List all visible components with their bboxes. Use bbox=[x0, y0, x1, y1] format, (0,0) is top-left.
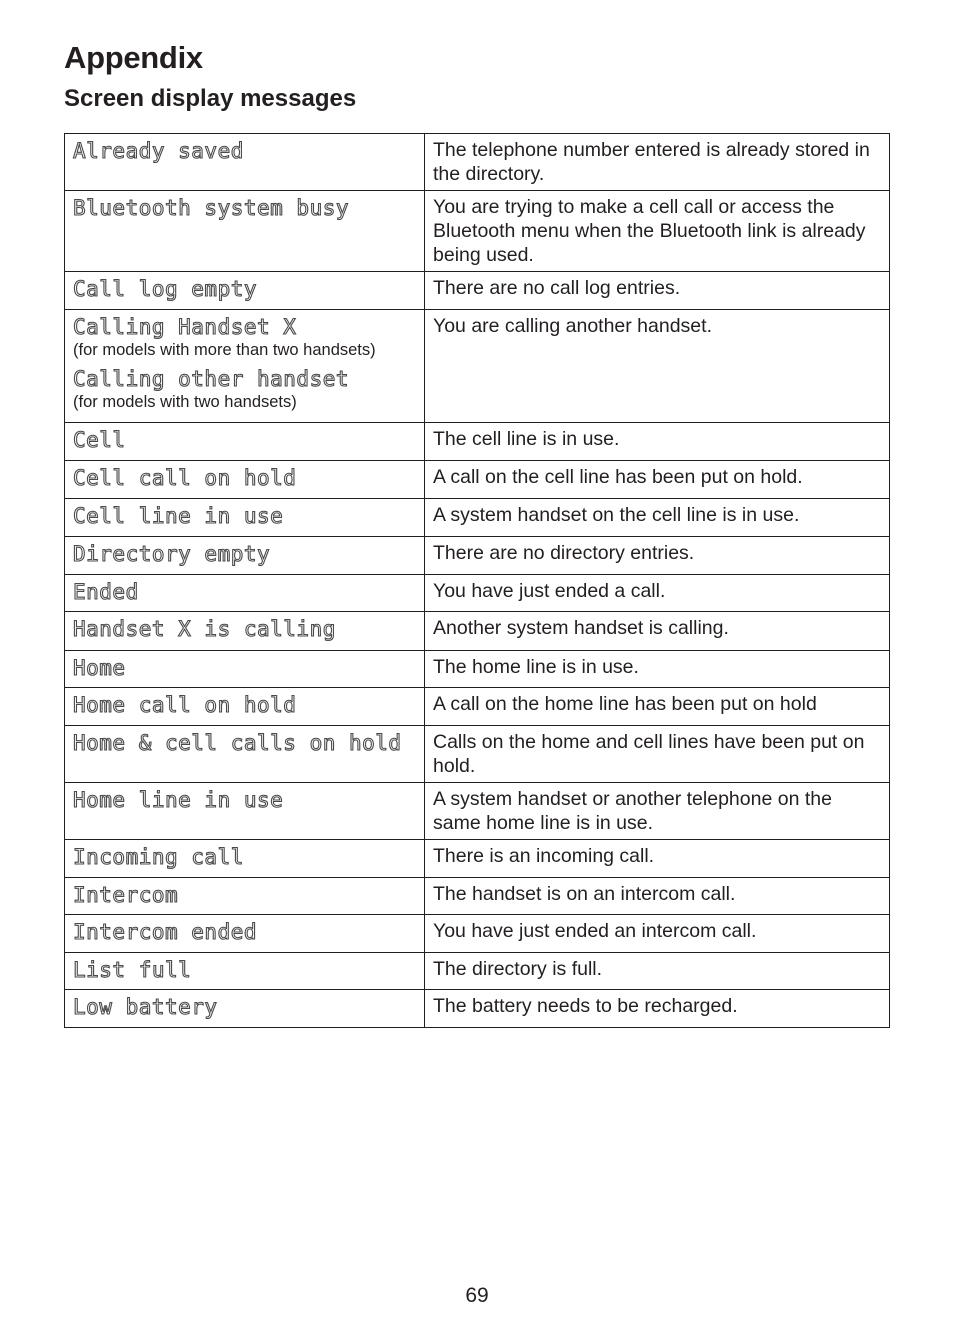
display-message-cell bbox=[65, 990, 425, 1028]
table-row bbox=[65, 726, 890, 783]
display-message-cell bbox=[65, 878, 425, 915]
message-meaning: There are no call log entries. bbox=[425, 272, 890, 310]
display-message-cell bbox=[65, 575, 425, 612]
lcd-message: Home call on hold bbox=[73, 693, 297, 717]
display-message-cell bbox=[65, 272, 425, 310]
message-meaning: You have just ended a call. bbox=[425, 575, 890, 612]
lcd-message: Home & cell calls on hold bbox=[73, 731, 402, 755]
table-row bbox=[65, 688, 890, 726]
lcd-message: Call log empty bbox=[73, 277, 258, 301]
table-row bbox=[65, 612, 890, 651]
lcd-message: Low battery bbox=[73, 995, 218, 1019]
display-message-cell bbox=[65, 840, 425, 878]
table-row bbox=[65, 575, 890, 612]
message-meaning: The home line is in use. bbox=[425, 651, 890, 688]
lcd-message: Handset X is calling bbox=[73, 617, 336, 641]
messages-table bbox=[64, 133, 890, 1028]
table-row bbox=[65, 840, 890, 878]
table-row bbox=[65, 461, 890, 499]
lcd-message: Home line in use bbox=[73, 788, 284, 812]
message-meaning: The handset is on an intercom call. bbox=[425, 878, 890, 915]
message-meaning: A call on the cell line has been put on hold. bbox=[425, 461, 890, 499]
lcd-message: Already saved bbox=[73, 139, 244, 163]
message-meaning: You are calling another handset. bbox=[425, 310, 890, 423]
message-meaning: The cell line is in use. bbox=[425, 423, 890, 461]
lcd-message: Intercom bbox=[73, 883, 179, 907]
message-meaning: You are trying to make a cell call or access the Bluetooth menu when the Bluetooth link is already being used. bbox=[425, 191, 890, 272]
display-message-cell bbox=[65, 953, 425, 990]
lcd-message: Cell call on hold bbox=[73, 466, 297, 490]
display-message-cell bbox=[65, 612, 425, 651]
messages-table-body bbox=[65, 134, 890, 1028]
lcd-message: Home bbox=[73, 656, 126, 680]
table-row bbox=[65, 134, 890, 191]
table-row bbox=[65, 915, 890, 953]
table-row bbox=[65, 953, 890, 990]
display-message-cell bbox=[65, 499, 425, 537]
message-meaning: There are no directory entries. bbox=[425, 537, 890, 575]
page-title: Appendix bbox=[64, 40, 203, 75]
table-row bbox=[65, 878, 890, 915]
page-number: 69 bbox=[465, 1284, 489, 1307]
table-row bbox=[65, 191, 890, 272]
lcd-message: List full bbox=[73, 958, 192, 982]
lcd-message: Cell line in use bbox=[73, 504, 284, 528]
table-row bbox=[65, 990, 890, 1028]
table-row bbox=[65, 651, 890, 688]
model-note: (for models with two handsets) bbox=[73, 393, 297, 411]
lcd-message: Cell bbox=[73, 428, 126, 452]
display-message-cell bbox=[65, 651, 425, 688]
table-row bbox=[65, 310, 890, 423]
lcd-message: Bluetooth system busy bbox=[73, 196, 350, 220]
message-meaning: You have just ended an intercom call. bbox=[425, 915, 890, 953]
message-meaning: A system handset or another telephone on the same home line is in use. bbox=[425, 783, 890, 840]
message-meaning: The battery needs to be recharged. bbox=[425, 990, 890, 1028]
lcd-message: Directory empty bbox=[73, 542, 271, 566]
display-message-cell bbox=[65, 134, 425, 191]
lcd-message: Ended bbox=[73, 580, 139, 604]
table-row bbox=[65, 783, 890, 840]
display-message-cell bbox=[65, 688, 425, 726]
message-meaning: A system handset on the cell line is in use. bbox=[425, 499, 890, 537]
lcd-message: Calling other handset bbox=[73, 367, 350, 391]
model-note: (for models with more than two handsets) bbox=[73, 341, 376, 359]
display-message-cell bbox=[65, 537, 425, 575]
display-message-cell bbox=[65, 461, 425, 499]
display-message-cell bbox=[65, 726, 425, 783]
table-row bbox=[65, 272, 890, 310]
lcd-message: Intercom ended bbox=[73, 920, 258, 944]
table-row bbox=[65, 423, 890, 461]
display-message-cell bbox=[65, 191, 425, 272]
message-meaning: The telephone number entered is already stored in the directory. bbox=[425, 134, 890, 191]
message-meaning: A call on the home line has been put on hold bbox=[425, 688, 890, 726]
display-message-cell bbox=[65, 423, 425, 461]
message-meaning: Calls on the home and cell lines have been put on hold. bbox=[425, 726, 890, 783]
message-meaning: There is an incoming call. bbox=[425, 840, 890, 878]
lcd-message: Incoming call bbox=[73, 845, 244, 869]
display-message-cell bbox=[65, 915, 425, 953]
display-message-cell bbox=[65, 783, 425, 840]
table-row bbox=[65, 537, 890, 575]
display-message-cell bbox=[65, 310, 425, 423]
message-meaning: Another system handset is calling. bbox=[425, 612, 890, 651]
message-meaning: The directory is full. bbox=[425, 953, 890, 990]
section-heading: Screen display messages bbox=[64, 85, 357, 112]
lcd-message: Calling Handset X bbox=[73, 315, 297, 339]
table-row bbox=[65, 499, 890, 537]
